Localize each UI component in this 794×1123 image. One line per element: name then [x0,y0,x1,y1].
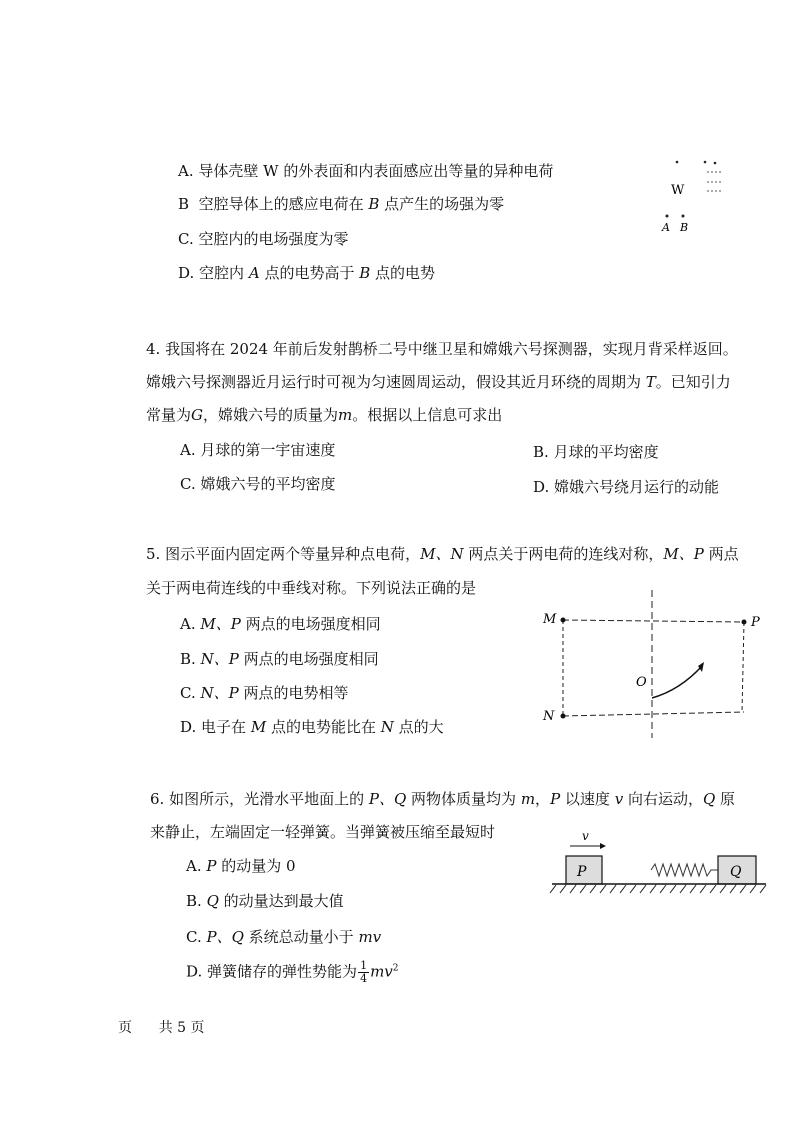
q3-figure [655,150,740,240]
total-pages: 共 5 页 [158,1020,205,1036]
q3-option-d: D. 空腔内 A 点的电势高于 B 点的电势 [178,264,436,282]
q5-figure [530,590,770,740]
option-letter: A. [178,162,194,180]
point-label-b: B [680,221,689,234]
q6-figure [548,826,770,898]
point-m [561,618,566,623]
option-letter: D. [178,264,195,282]
question-number: 5. [146,545,161,563]
velocity-label: v [582,829,589,843]
q3-option-a [178,160,553,181]
q6-option-b: B. Q 的动量达到最大值 [186,892,344,910]
option-letter: C. [178,230,194,248]
q5-option-a: A. M、P 两点的电场强度相同 [180,615,381,633]
page-footer [118,1017,205,1037]
q6-stem-line2: 来静止，左端固定一轻弹簧。当弹簧被压缩至最短时 [150,823,496,841]
q3-option-b: B 空腔导体上的感应电荷在 B 点产生的场强为零 [178,195,505,213]
point-label-a: A [662,221,670,234]
label-q: Q [730,864,742,880]
q4-stem-line1: 4. 我国将在 2024 年前后发射鹊桥二号中继卫星和嫦娥六号探测器，实现月背采样返回。 [146,340,738,358]
velocity-arrow [600,843,606,849]
question-number: 4. [146,340,161,358]
point-p [742,620,747,625]
label-p: P [751,615,760,630]
fraction: $\frac{1}{4}$ [360,959,368,985]
q4-option-b: B. 月球的平均密度 [533,443,659,461]
page-label: 页 [118,1020,132,1036]
shell-label-w: W [671,183,685,198]
option-letter: B [178,195,190,213]
q4-stem-line2: 嫦娥六号探测器近月运行时可视为匀速圆周运动，假设其近月环绕的周期为 T。已知引力 [146,373,731,391]
q4-option-d: D. 嫦娥六号绕月运行的动能 [533,478,720,496]
label-o: O [636,675,647,690]
q5-stem-line2: 关于两电荷连线的中垂线对称。下列说法正确的是 [146,579,477,597]
q4-stem-line3: 常量为G，嫦娥六号的质量为m。根据以上信息可求出 [146,406,503,424]
label-p: P [577,864,587,880]
ground-hatch [550,885,766,893]
q3-option-c [178,228,349,249]
curve-arrow [652,666,702,698]
q5-option-d: D. 电子在 M 点的电势能比在 N 点的大 [180,718,444,736]
question-number: 6. [150,790,165,808]
option-text: 空腔内的电场强度为零 [198,230,349,248]
q4-option-a: A. 月球的第一宇宙速度 [180,441,336,459]
q5-stem-line1: 5. 图示平面内固定两个等量异种点电荷，M、N 两点关于两电荷的连线对称，M、P 两点 [146,545,739,563]
q6-stem-line1: 6. 如图所示，光滑水平地面上的 P、Q 两物体质量均为 m，P 以速度 v 向右运动，Q 原 [150,790,736,808]
q5-option-b: B. N、P 两点的电场强度相同 [180,650,379,668]
q5-option-c: C. N、P 两点的电势相等 [180,684,349,702]
q6-option-d: D. 弹簧储存的弹性势能为 $\frac{1}{4}$ $mv^2$ [186,959,399,985]
spring [651,864,718,876]
point-n [561,714,566,719]
label-n: N [543,709,555,724]
q6-option-c: C. P、Q 系统总动量小于 mv [186,928,382,946]
option-text: 导体壳壁 W 的外表面和内表面感应出等量的异种电荷 [198,162,554,180]
q6-option-a: A. P 的动量为 0 [186,857,296,875]
q4-option-c: C. 嫦娥六号的平均密度 [180,475,336,493]
label-m: M [543,612,557,627]
